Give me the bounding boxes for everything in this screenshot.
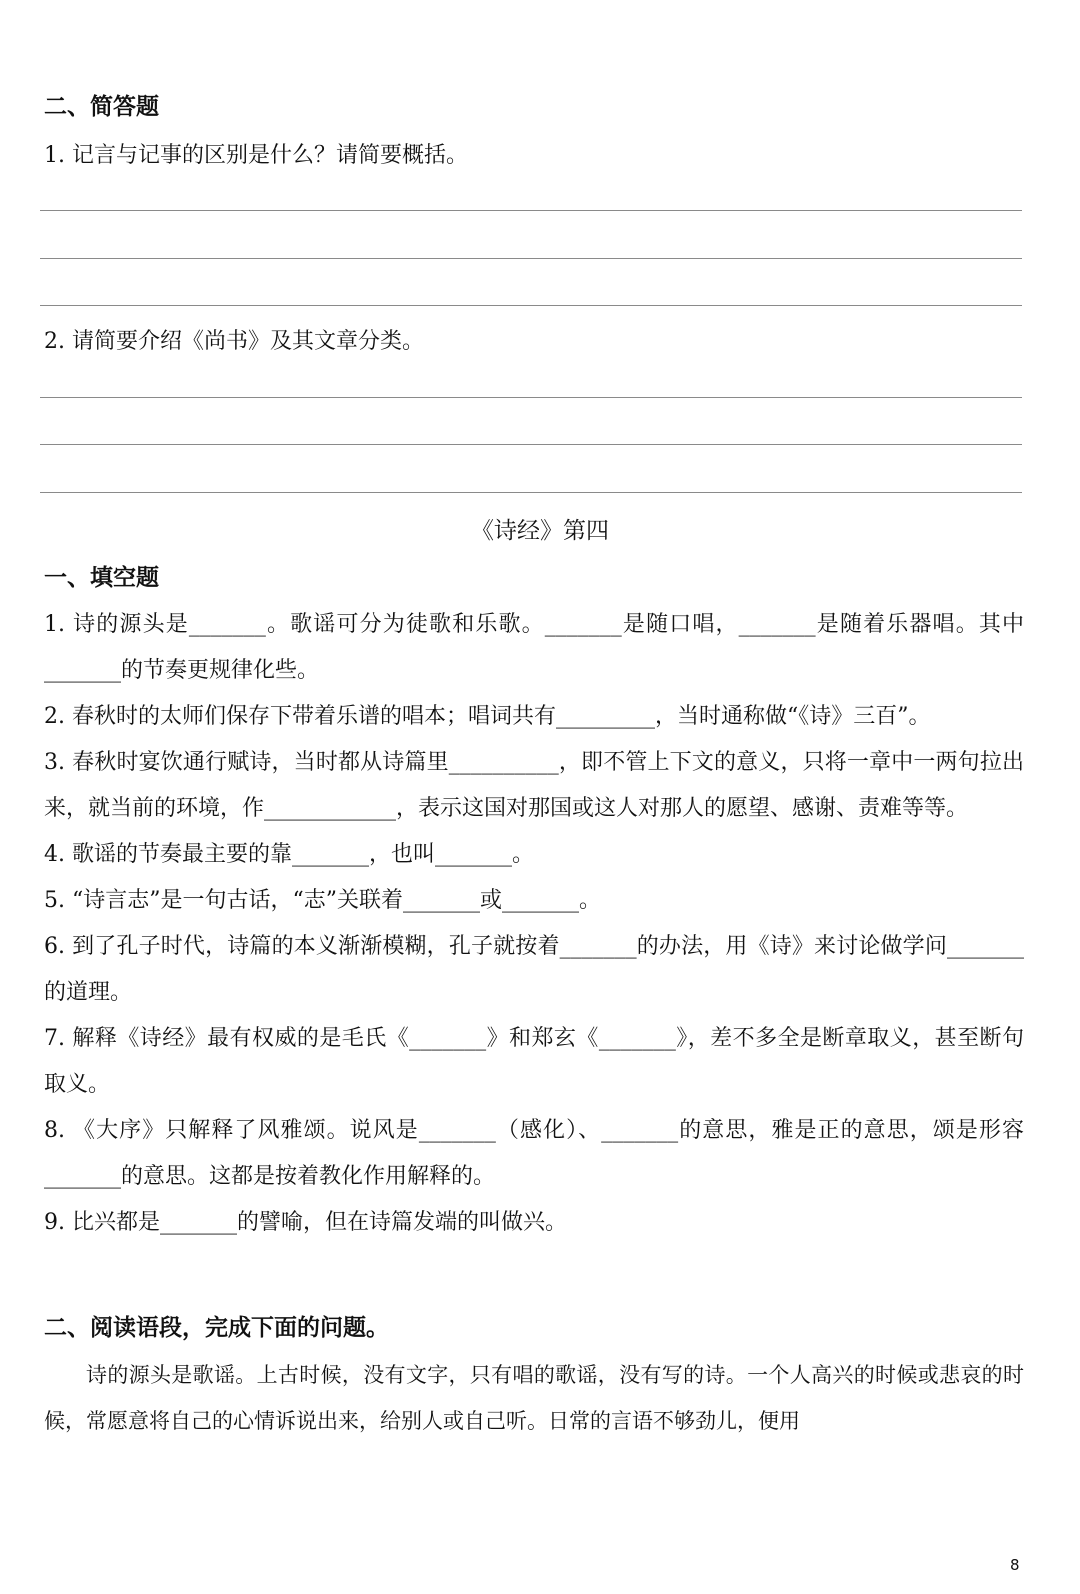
answer-line bbox=[40, 444, 1022, 445]
short-answer-heading: 二、简答题 bbox=[44, 94, 159, 120]
answer-line bbox=[40, 397, 1022, 398]
reading-heading: 二、阅读语段，完成下面的问题。 bbox=[44, 1315, 389, 1341]
short-answer-question-2: 2. 请简要介绍《尚书》及其文章分类。 bbox=[44, 329, 424, 354]
fill-blank-list bbox=[44, 602, 1024, 1246]
fill-blank-item-8: 8. 《大序》只解释了风雅颂。说风是_______（感化）、_______的意思，雅是正的意思，颂是形容_______的意思。这都是按着教化作用解释的。 bbox=[44, 1118, 1024, 1189]
answer-line bbox=[40, 210, 1022, 211]
fill-blank-item-4: 4. 歌谣的节奏最主要的靠_______，也叫_______。 bbox=[44, 842, 534, 867]
fill-blank-item-1: 1. 诗的源头是_______。歌谣可分为徒歌和乐歌。_______是随口唱，_______是随着乐器唱。其中_______的节奏更规律化些。 bbox=[44, 612, 1024, 683]
answer-line bbox=[40, 492, 1022, 493]
fill-blank-item-7: 7. 解释《诗经》最有权威的是毛氏《_______》和郑玄《_______》，差不多全是断章取义，甚至断句取义。 bbox=[44, 1026, 1024, 1097]
page-number: 8 bbox=[1010, 1556, 1020, 1574]
fill-blank-item-3: 3. 春秋时宴饮通行赋诗，当时都从诗篇里__________，即不管上下文的意义，只将一章中一两句拉出来，就当前的环境，作____________，表示这国对那国或这人对那人的愿望、感谢、责难等等。 bbox=[44, 750, 1024, 821]
answer-line bbox=[40, 305, 1022, 306]
fill-blank-item-2: 2. 春秋时的太师们保存下带着乐谱的唱本；唱词共有_________，当时通称做“《诗》三百”。 bbox=[44, 704, 931, 729]
chapter-title: 《诗经》第四 bbox=[471, 518, 609, 544]
fill-blank-item-5: 5. “诗言志”是一句古话，“志”关联着_______或_______。 bbox=[44, 888, 601, 913]
fill-blank-item-6: 6. 到了孔子时代，诗篇的本义渐渐模糊，孔子就按着_______的办法，用《诗》来讨论做学问_______的道理。 bbox=[44, 934, 1024, 1005]
fill-blank-item-9: 9. 比兴都是_______的譬喻，但在诗篇发端的叫做兴。 bbox=[44, 1210, 567, 1235]
fill-blank-heading: 一、填空题 bbox=[44, 565, 159, 591]
reading-passage: 诗的源头是歌谣。上古时候，没有文字，只有唱的歌谣，没有写的诗。一个人高兴的时候或悲哀的时候，常愿意将自己的心情诉说出来，给别人或自己听。日常的言语不够劲儿，便用 bbox=[44, 1363, 1024, 1433]
short-answer-question-1: 1. 记言与记事的区别是什么？请简要概括。 bbox=[44, 143, 468, 168]
answer-line bbox=[40, 258, 1022, 259]
